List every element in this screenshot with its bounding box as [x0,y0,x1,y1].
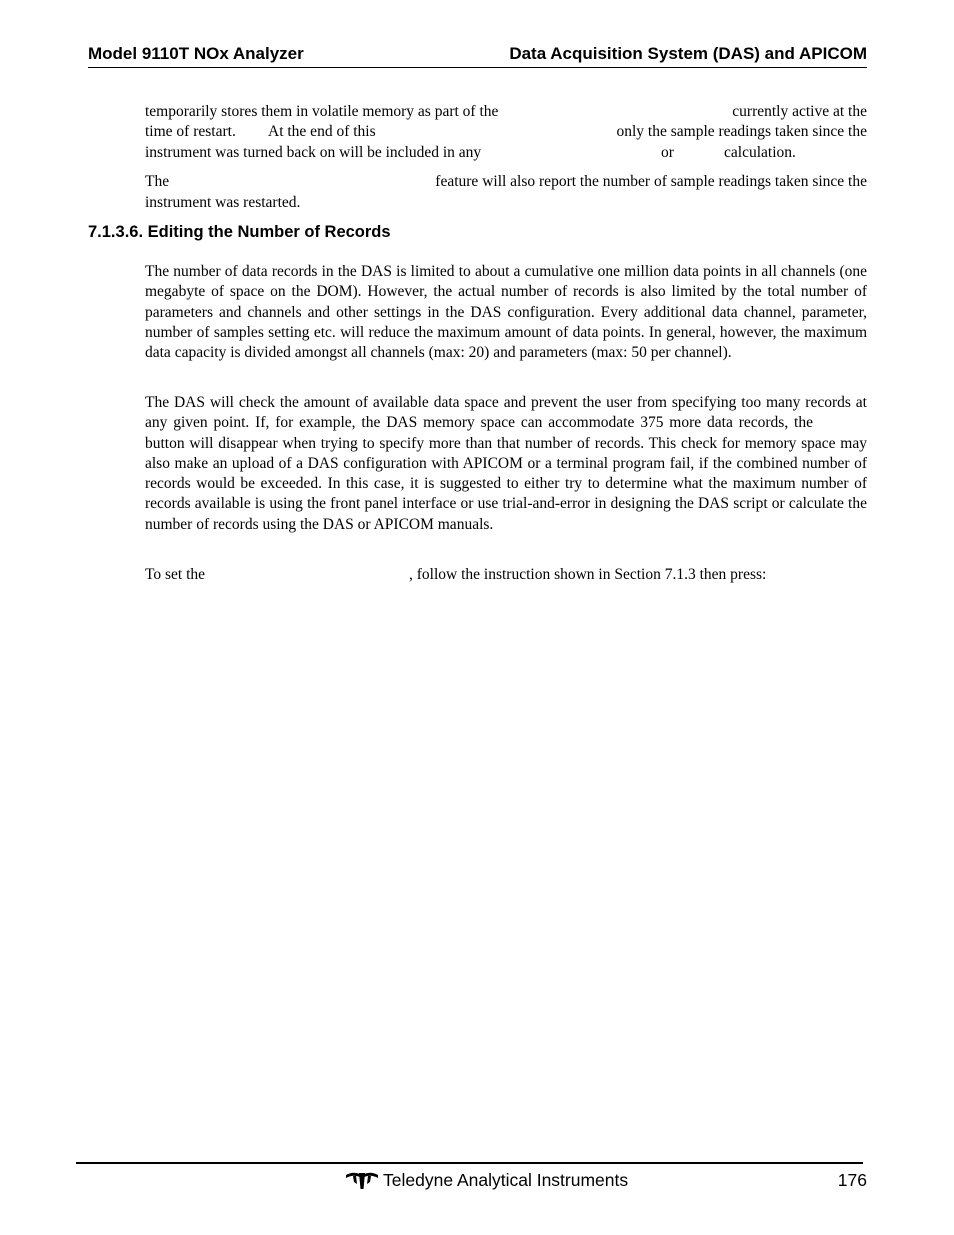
restart-line-1b: feature will also report the number of sample readings taken since the [435,173,867,190]
page-number: 176 [837,1170,867,1190]
teledyne-logo-icon [345,1170,379,1190]
records-paragraph-2b: button will disappear when trying to specify more than that number of records. This check for memory space may also make an upload of a DAS configuration with APICOM or a terminal program fail, if the combined number of records would be exceeded. In this case, it is suggested to either try to determine what the maximum number of records available is using the front panel interface or use trial-and-error in designing the DAS script or calculate the number of records using the DAS or APICOM manuals. [145,434,867,533]
records-paragraph-1: The number of data records in the DAS is limited to about a cumulative one million data points in all channels (one megabyte of space on the DOM). However, the actual number of records is also limited by the total number of parameters and channels and other settings in the DAS configuration. Every additional data channel, parameter, number of samples setting etc. will reduce the maximum amount of data points. In general, however, the maximum data capacity is divided amongst all channels (max: 20) and parameters (max: 50 per channel). [145,263,867,362]
footer-company: Teledyne Analytical Instruments [383,1170,629,1190]
intro-line-1a: temporarily stores them in volatile memory as part of the [145,103,499,120]
section-heading: 7.1.3.6. Editing the Number of Records [88,223,391,241]
intro-line-2b: At the end of this [268,123,376,140]
intro-line-3b: or [661,144,674,161]
intro-line-2c: only the sample readings taken since the [616,123,867,140]
header-title-left: Model 9110T NOx Analyzer [88,44,304,63]
records-paragraph-3a: To set the [145,566,206,583]
intro-line-2a: time of restart. [145,123,236,140]
header-divider [88,67,867,68]
intro-line-1b: currently active at the [732,103,867,120]
records-paragraph-2a: The DAS will check the amount of available data space and prevent the user from specifying too many records at any given point. If, for example, the DAS memory space can accommodate 375 more data records, the [145,394,867,432]
intro-line-3a: instrument was turned back on will be included in any [145,144,482,161]
records-paragraph-3b: , follow the instruction shown in Section 7.1.3 then press: [409,566,767,583]
intro-line-3c: calculation. [724,144,796,161]
header-title-right: Data Acquisition System (DAS) and APICOM [509,44,867,63]
restart-line-2: instrument was restarted. [145,194,301,211]
footer-divider [76,1162,863,1164]
restart-line-1a: The [145,173,170,190]
records-paragraph-2 [145,393,867,535]
